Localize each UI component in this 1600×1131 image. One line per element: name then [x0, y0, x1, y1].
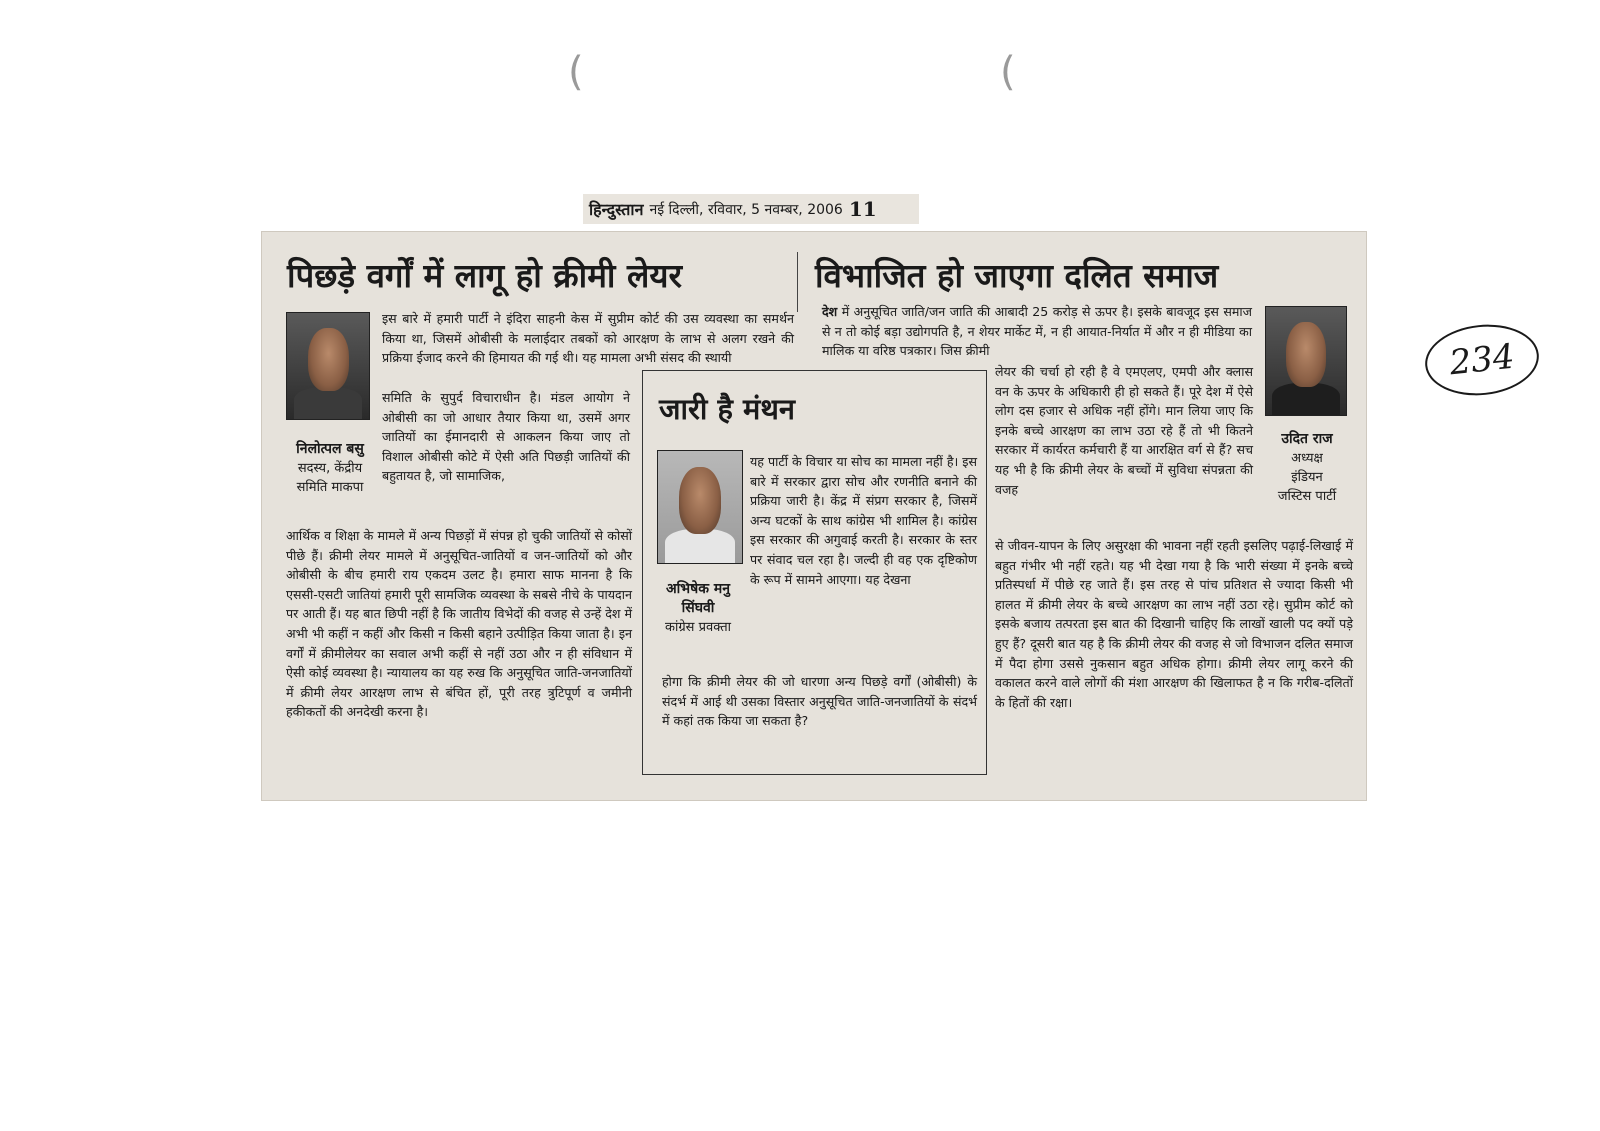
left-article-headline: पिछड़े वर्गों में लागू हो क्रीमी लेयर — [287, 256, 682, 295]
author-photo-abhishek-manu-singhvi — [657, 450, 743, 564]
center-box-title: जारी है मंथन — [659, 392, 795, 426]
right-author-role-3: जस्टिस पार्टी — [1277, 489, 1337, 504]
right-author-name: उदित राज — [1281, 431, 1333, 447]
center-box-side-text: यह पार्टी के विचार या सोच का मामला नहीं है। इस बारे में सरकार द्वारा सोच और रणनीति बनाने की प्रक्रिया जारी है। केंद्र में संप्रग सरकार है, जिसमें अन्य घटकों के साथ कांग्रेस भी शामिल है। कांग्रेस इस सरकार की अगुवाई करती है। सरकार के स्तर पर संवाद चल रहा है। जल्दी ही वह एक दृष्टिकोण के रूप में सामने आएगा। यह देखना — [750, 454, 977, 587]
center-author-caption — [652, 580, 744, 637]
author-photo-udit-raj — [1265, 306, 1347, 416]
left-author-role-1: सदस्य, केंद्रीय — [297, 461, 363, 476]
handwritten-page-number: 234 — [1422, 319, 1543, 401]
right-article-intro: देश में अनुसूचित जाति/जन जाति की आबादी 25 करोड़ से ऊपर है। इसके बावजूद इस समाज से न तो कोई बड़ा उद्योगपति है, न शेयर मार्केट में, न ही आयात-निर्यात में और न ही मीडिया का मालिक या वरिष्ठ पत्रकार। जिस क्रीमी — [822, 304, 1252, 359]
right-article-headline: विभाजित हो जाएगा दलित समाज — [815, 256, 1219, 295]
punch-hole-mark-right: ( — [1000, 49, 1016, 95]
left-author-name: निलोत्पल बसु — [296, 441, 364, 457]
right-article-body: से जीवन-यापन के लिए असुरक्षा की भावना नहीं रहती इसलिए पढ़ाई-लिखाई में बहुत गंभीर भी नहीं रहते। यह भी देखा गया है कि भारी संख्या में इनके बच्चे प्रतिस्पर्धा में पीछे रह जाते हैं। इस तरह से पांच प्रतिशत से ज्यादा किसी भी हालत में क्रीमी लेयर के बच्चे आरक्षण का लाभ नहीं उठा रहे। सुप्रीम कोर्ट को इसके बजाय तत्परता इस बात की दिखानी चाहिए कि लाखों खाली पद क्यों पड़े हुए हैं? दूसरी बात यह है कि क्रीमी लेयर की वजह से जो विभाजन दलित समाज में पैदा होगा उससे नुकसान बहुत अधिक होगा। क्रीमी लेयर लागू करने की वकालत करने वाले लोगों की मंशा आरक्षण की खिलाफत है न कि गरीब-दलितों के हितों की रक्षा। — [995, 538, 1353, 710]
right-author-role-2: इंडियन — [1291, 470, 1323, 485]
author-photo-nilotpal-basu — [286, 312, 370, 420]
center-author-name-2: सिंघवी — [681, 600, 715, 616]
center-box-body: होगा कि क्रीमी लेयर की जो धारणा अन्य पिछड़े वर्गों (ओबीसी) के संदर्भ में आई थी उसका विस्तार अनुसूचित जाति-जनजातियों के संदर्भ में कहां तक किया जा सकता है? — [662, 674, 977, 729]
left-article-body: आर्थिक व शिक्षा के मामले में अन्य पिछड़ों में संपन्न हो चुकी जातियों से कोसों पीछे हैं। क्रीमी लेयर मामले में अनुसूचित-जातियों व जन-जातियों को और ओबीसी के बीच हमारी राय एकदम उलट है। हमारा साफ मानना है कि एससी-एसटी जातियां हमारी पूरी सामजिक व्यवस्था के सबसे नीचे के पायदान पर आती हैं। यह बात छिपी नहीं है कि जातीय विभेदों की वजह से उन्हें देश में अभी भी कहीं न कहीं और किसी न किसी बहाने उत्पीड़ित किया जाता है। इन वर्गों में क्रीमीलेयर का सवाल अभी कहीं से नहीं उठा और न ही संविधान में ऐसी कोई व्यवस्था है। न्यायालय का यह रुख कि अनुसूचित जाति-जनजातियों में क्रीमी लेयर आरक्षण लाभ से बंचित हों, पूरी तरह त्रुटिपूर्ण व जमीनी हकीकतों की अनदेखी करना है। — [286, 528, 632, 720]
newspaper-logo: हिन्दुस्तान — [589, 200, 644, 219]
left-author-caption — [282, 440, 378, 497]
newspaper-page-number: 11 — [848, 197, 877, 221]
right-article-lead-word: देश — [822, 304, 838, 319]
center-author-role: कांग्रेस प्रवक्ता — [665, 620, 731, 635]
left-article-middle: समिति के सुपुर्द विचाराधीन है। मंडल आयोग ने ओबीसी का जो आधार तैयार किया था, उसमें अगर जातियों का ईमानदारी से आकलन किया जाए तो विशाल ओबीसी कोटे में ऐसी अति पिछड़ी जातियों की बहुतायत है, जो सामाजिक, — [382, 390, 630, 484]
right-author-role-1: अध्यक्ष — [1291, 451, 1323, 466]
dateline-strip — [583, 194, 919, 224]
headline-divider — [797, 252, 798, 312]
dateline-text: नई दिल्ली, रविवार, 5 नवम्बर, 2006 — [649, 201, 843, 218]
left-author-role-2: समिति माकपा — [296, 480, 364, 495]
right-article-middle: लेयर की चर्चा हो रही है वे एमएलए, एमपी और क्लास वन के ऊपर के अधिकारी ही हो सकते हैं। पूरे देश में ऐसे लोग दस हजार से अधिक नहीं होंगे। मान लिया जाए कि इनके बच्चे आरक्षण का लाभ उठा रहे हैं तो भी कितने सरकार में कार्यरत कर्मचारी हैं या आरक्षित वर्ग से हैं? सच यह भी है कि क्रीमी लेयर के बच्चों में सुविधा संपन्नता की वजह — [995, 364, 1253, 497]
left-article-intro: इस बारे में हमारी पार्टी ने इंदिरा साहनी केस में सुप्रीम कोर्ट की उस व्यवस्था का समर्थन किया था, जिसमें ओबीसी के मलाईदार तबकों को आरक्षण के लाभ से अलग रखने की प्रक्रिया ईजाद करने की हिमायत की गई थी। यह मामला अभी संसद की स्थायी — [382, 311, 794, 366]
right-author-caption — [1262, 430, 1352, 506]
punch-hole-mark-left: ( — [568, 49, 584, 95]
center-author-name-1: अभिषेक मनु — [665, 581, 731, 597]
